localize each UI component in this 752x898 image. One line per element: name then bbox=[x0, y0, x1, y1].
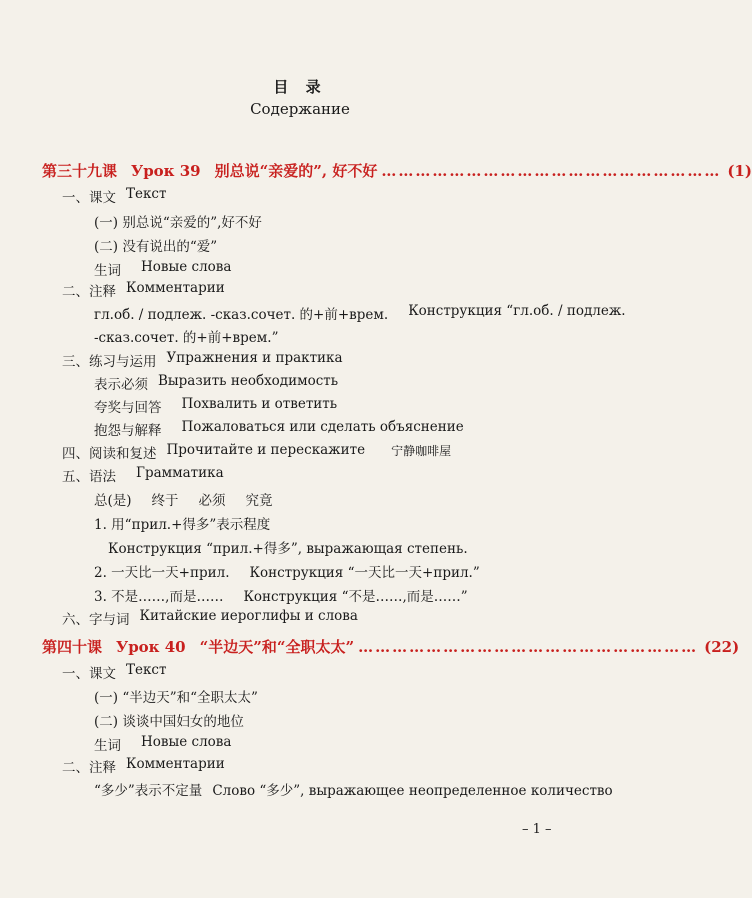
lesson-title: “半边天”和“全职太太” bbox=[199, 638, 355, 656]
lesson-label-ru: Урок 40 bbox=[116, 638, 186, 656]
handwritten-note: 宁静咖啡屋 bbox=[391, 444, 452, 458]
note-construction: Слово “多少”, выражающее неопределенное количество bbox=[212, 783, 613, 799]
exercise-ru: Похвалить и ответить bbox=[181, 396, 338, 412]
note-item-1-cont: -сказ.сочет. 的+前+врем.” bbox=[94, 330, 279, 346]
lesson-label-cn: 第四十课 bbox=[42, 638, 103, 656]
vocab-label-cn: 生词 bbox=[94, 263, 121, 279]
exercise-item-2 bbox=[94, 396, 337, 416]
text-item-1: (一) 别总说“亲爱的”,好不好 bbox=[94, 215, 262, 231]
toc-title-ru: Содержание bbox=[250, 100, 350, 118]
exercise-item-3 bbox=[94, 419, 464, 439]
section-grammar bbox=[62, 465, 224, 485]
exercise-ru: Выразить необходимость bbox=[158, 373, 339, 389]
grammar-word: 终于 bbox=[151, 493, 179, 509]
section-characters bbox=[62, 608, 358, 628]
grammar-item-1-ru: Конструкция “прил.+得多”, выражающая степень. bbox=[108, 541, 468, 557]
exercise-item-1 bbox=[94, 373, 338, 393]
text-item-2: (二) 谈谈中国妇女的地位 bbox=[94, 714, 244, 730]
note-item-1 bbox=[94, 779, 613, 799]
section-label-ru: Комментарии bbox=[126, 280, 225, 296]
vocab-label-ru: Новые слова bbox=[141, 734, 232, 750]
section-notes bbox=[62, 280, 225, 300]
section-notes bbox=[62, 756, 225, 776]
grammar-words bbox=[94, 489, 273, 509]
text-item-vocab bbox=[94, 259, 231, 279]
section-label-ru: Грамматика bbox=[136, 465, 224, 481]
section-label-ru: Текст bbox=[126, 186, 167, 202]
grammar-word: 究竟 bbox=[245, 493, 273, 509]
section-label-cn: 一、课文 bbox=[62, 190, 116, 206]
grammar-item-3 bbox=[94, 585, 468, 605]
page-number: – 1 – bbox=[522, 822, 552, 837]
text-item-2: (二) 没有说出的“爱” bbox=[94, 239, 218, 255]
section-label-cn: 三、练习与运用 bbox=[62, 354, 157, 370]
grammar-word: 总(是) bbox=[94, 493, 132, 509]
grammar-ru: Конструкция “不是……,而是……” bbox=[243, 589, 468, 605]
exercise-ru: Пожаловаться или сделать объяснение bbox=[181, 419, 464, 435]
vocab-label-ru: Новые слова bbox=[141, 259, 232, 275]
lesson-label-cn: 第三十九课 bbox=[42, 162, 118, 180]
grammar-cn: 2. 一天比一天+прил. bbox=[94, 565, 230, 581]
lesson-40-heading[interactable] bbox=[42, 636, 740, 657]
leader-dots: …………………………………………………… bbox=[381, 162, 722, 180]
section-exercises bbox=[62, 350, 343, 370]
vocab-label-cn: 生词 bbox=[94, 738, 121, 754]
text-item-1: (一) “半边天”和“全职太太” bbox=[94, 690, 258, 706]
grammar-ru: Конструкция “一天比一天+прил.” bbox=[249, 565, 480, 581]
lesson-page: (22) bbox=[704, 638, 740, 656]
section-label-cn: 二、注释 bbox=[62, 760, 116, 776]
section-label-cn: 二、注释 bbox=[62, 284, 116, 300]
lesson-page: (1) bbox=[727, 162, 752, 180]
section-label-cn: 一、课文 bbox=[62, 666, 116, 682]
section-label-ru: Прочитайте и перескажите bbox=[166, 442, 366, 458]
section-reading bbox=[62, 442, 451, 462]
section-label-ru: Упражнения и практика bbox=[166, 350, 343, 366]
leader-dots: …………………………………………………… bbox=[358, 638, 699, 656]
lesson-39-heading[interactable] bbox=[42, 160, 752, 181]
section-label-ru: Текст bbox=[126, 662, 167, 678]
lesson-label-ru: Урок 39 bbox=[131, 162, 201, 180]
section-label-ru: Китайские иероглифы и слова bbox=[139, 608, 358, 624]
section-label-cn: 六、字与词 bbox=[62, 612, 130, 628]
exercise-cn: 表示必须 bbox=[94, 377, 148, 393]
grammar-cn: 3. 不是……,而是…… bbox=[94, 589, 224, 605]
note-construction: Конструкция “гл.об. / подлеж. bbox=[408, 303, 626, 319]
text-item-vocab bbox=[94, 734, 231, 754]
section-text bbox=[62, 662, 166, 682]
section-label-cn: 四、阅读和复述 bbox=[62, 446, 157, 462]
exercise-cn: 抱怨与解释 bbox=[94, 423, 162, 439]
toc-title-cn: 目 录 bbox=[273, 78, 327, 96]
note-item-1 bbox=[94, 303, 626, 323]
note-text: “多少”表示不定量 bbox=[94, 783, 203, 799]
note-text: гл.об. / подлеж. -сказ.сочет. 的+前+врем. bbox=[94, 307, 389, 323]
section-text bbox=[62, 186, 166, 206]
grammar-item-1: 1. 用“прил.+得多”表示程度 bbox=[94, 517, 271, 533]
section-label-cn: 五、语法 bbox=[62, 469, 116, 485]
grammar-item-2 bbox=[94, 561, 480, 581]
lesson-title: 别总说“亲爱的”, 好不好 bbox=[214, 162, 378, 180]
exercise-cn: 夸奖与回答 bbox=[94, 400, 162, 416]
grammar-word: 必须 bbox=[198, 493, 226, 509]
section-label-ru: Комментарии bbox=[126, 756, 225, 772]
